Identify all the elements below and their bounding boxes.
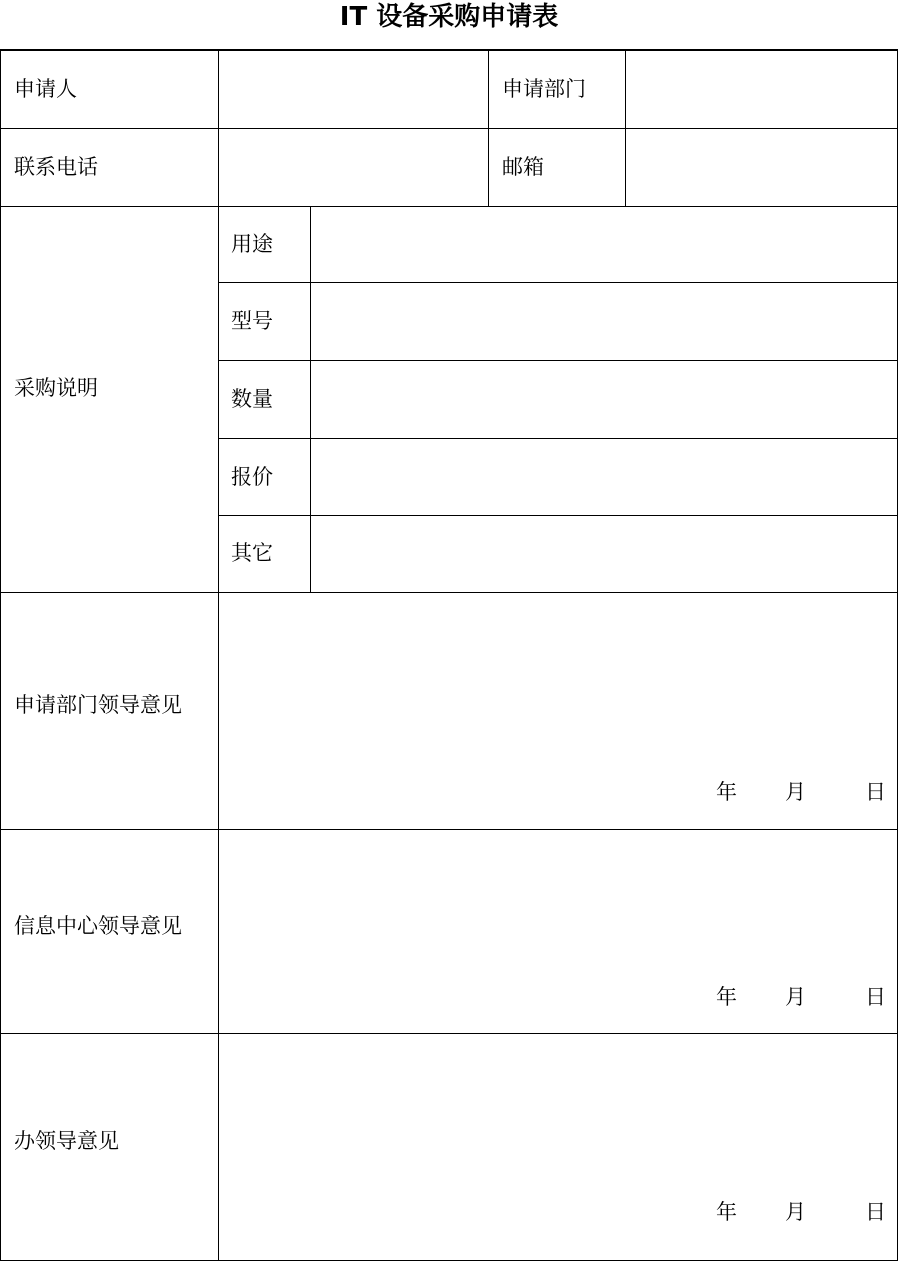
day-label: 日 xyxy=(865,1200,886,1224)
col-divider xyxy=(218,49,219,1261)
col-divider xyxy=(488,49,489,207)
month-label: 月 xyxy=(785,780,806,804)
day-label: 日 xyxy=(865,780,886,804)
col-divider xyxy=(625,49,626,207)
other-label: 其它 xyxy=(231,541,273,565)
purpose-label: 用途 xyxy=(231,232,273,256)
dept-leader-opinion-label: 申请部门领导意见 xyxy=(14,693,182,717)
table-border xyxy=(0,1260,898,1261)
year-label: 年 xyxy=(716,1200,737,1224)
office-leader-opinion-label: 办领导意见 xyxy=(14,1129,119,1153)
price-field[interactable] xyxy=(312,439,896,515)
applicant-field[interactable] xyxy=(220,51,487,128)
table-border xyxy=(0,49,1,1261)
department-label: 申请部门 xyxy=(502,77,586,101)
applicant-label: 申请人 xyxy=(14,77,77,101)
price-label: 报价 xyxy=(231,465,273,489)
model-field[interactable] xyxy=(312,283,896,360)
quantity-field[interactable] xyxy=(312,361,896,438)
month-label: 月 xyxy=(785,985,806,1009)
phone-label: 联系电话 xyxy=(14,155,98,179)
department-field[interactable] xyxy=(627,51,896,128)
it-center-leader-opinion-label: 信息中心领导意见 xyxy=(14,914,182,938)
purpose-field[interactable] xyxy=(312,207,896,282)
phone-field[interactable] xyxy=(220,129,487,206)
office-leader-opinion-field[interactable] xyxy=(220,1034,896,1260)
other-field[interactable] xyxy=(312,516,896,592)
year-label: 年 xyxy=(716,780,737,804)
year-label: 年 xyxy=(716,985,737,1009)
day-label: 日 xyxy=(865,985,886,1009)
model-label: 型号 xyxy=(231,309,273,333)
col-divider xyxy=(310,206,311,593)
month-label: 月 xyxy=(785,1200,806,1224)
email-field[interactable] xyxy=(627,129,896,206)
email-label: 邮箱 xyxy=(502,155,544,179)
row-divider xyxy=(0,592,898,593)
page-title: IT 设备采购申请表 xyxy=(339,2,559,32)
purchase-label: 采购说明 xyxy=(14,376,98,400)
quantity-label: 数量 xyxy=(231,387,273,411)
